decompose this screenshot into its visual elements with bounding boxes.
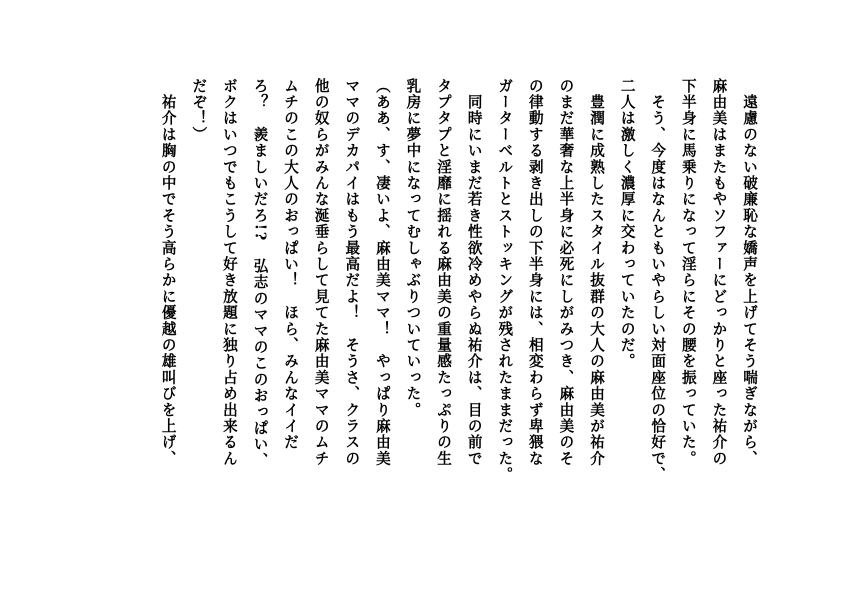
text-line: ボクはいつでもこうして好き放題に独り占め出来るん [220,78,238,467]
text-line: 他の奴らがみんな涎垂らして見てた麻由美ママのムチ [312,78,330,467]
text-line: ママのデカパイはもう最高だよ！ そうさ、クラスの [343,78,361,467]
text-line: ムチのこの大人のおっぱい！ ほら、みんなイイだ [282,78,300,451]
text-line: 祐介は胸の中でそう高らかに優越の雄叫びを上げ、 [159,78,177,467]
text-line: タプタプと淫靡に揺れる麻由美の重量感たっぷりの生 [435,78,453,467]
text-line: （ああ、す、凄いよ、麻由美ママ！ やっぱり麻由美 [373,78,391,467]
text-line: ガーターベルトとストッキングが残されたままだった。 [496,78,514,483]
text-line: の律動する剥き出しの下半身には、相変わらず卑猥な [526,78,544,467]
text-line: のまだ華奢な上半身に必死にしがみつき、麻由美のそ [557,78,575,467]
text-line: 下半身に馬乗りになって淫らにその腰を振っていた。 [679,78,697,467]
text-line: 乳房に夢中になってむしゃぶりついていった。 [404,78,422,419]
text-line: 遠慮のない破廉恥な嬌声を上げてそう喘ぎながら、 [741,78,758,467]
text-line: 二人は激しく濃厚に交わっていたのだ。 [618,78,636,370]
text-line: 豊潤に成熟したスタイル抜群の大人の麻由美が祐介 [588,78,606,467]
text-line: だぞ！） [190,78,208,143]
vertical-text-block [152,78,764,538]
text-line: 麻由美はまたもやソファーにどっかりと座った祐介の [710,78,728,467]
text-line: そう、今度はなんともいやらしい対面座位の恰好で、 [649,78,667,483]
text-line: 同時にいまだ若き性欲冷めやらぬ祐介は、目の前で [465,78,483,467]
text-line: ろ？ 羨ましいだろ!? 弘志のママのこのおっぱい、 [251,78,269,469]
